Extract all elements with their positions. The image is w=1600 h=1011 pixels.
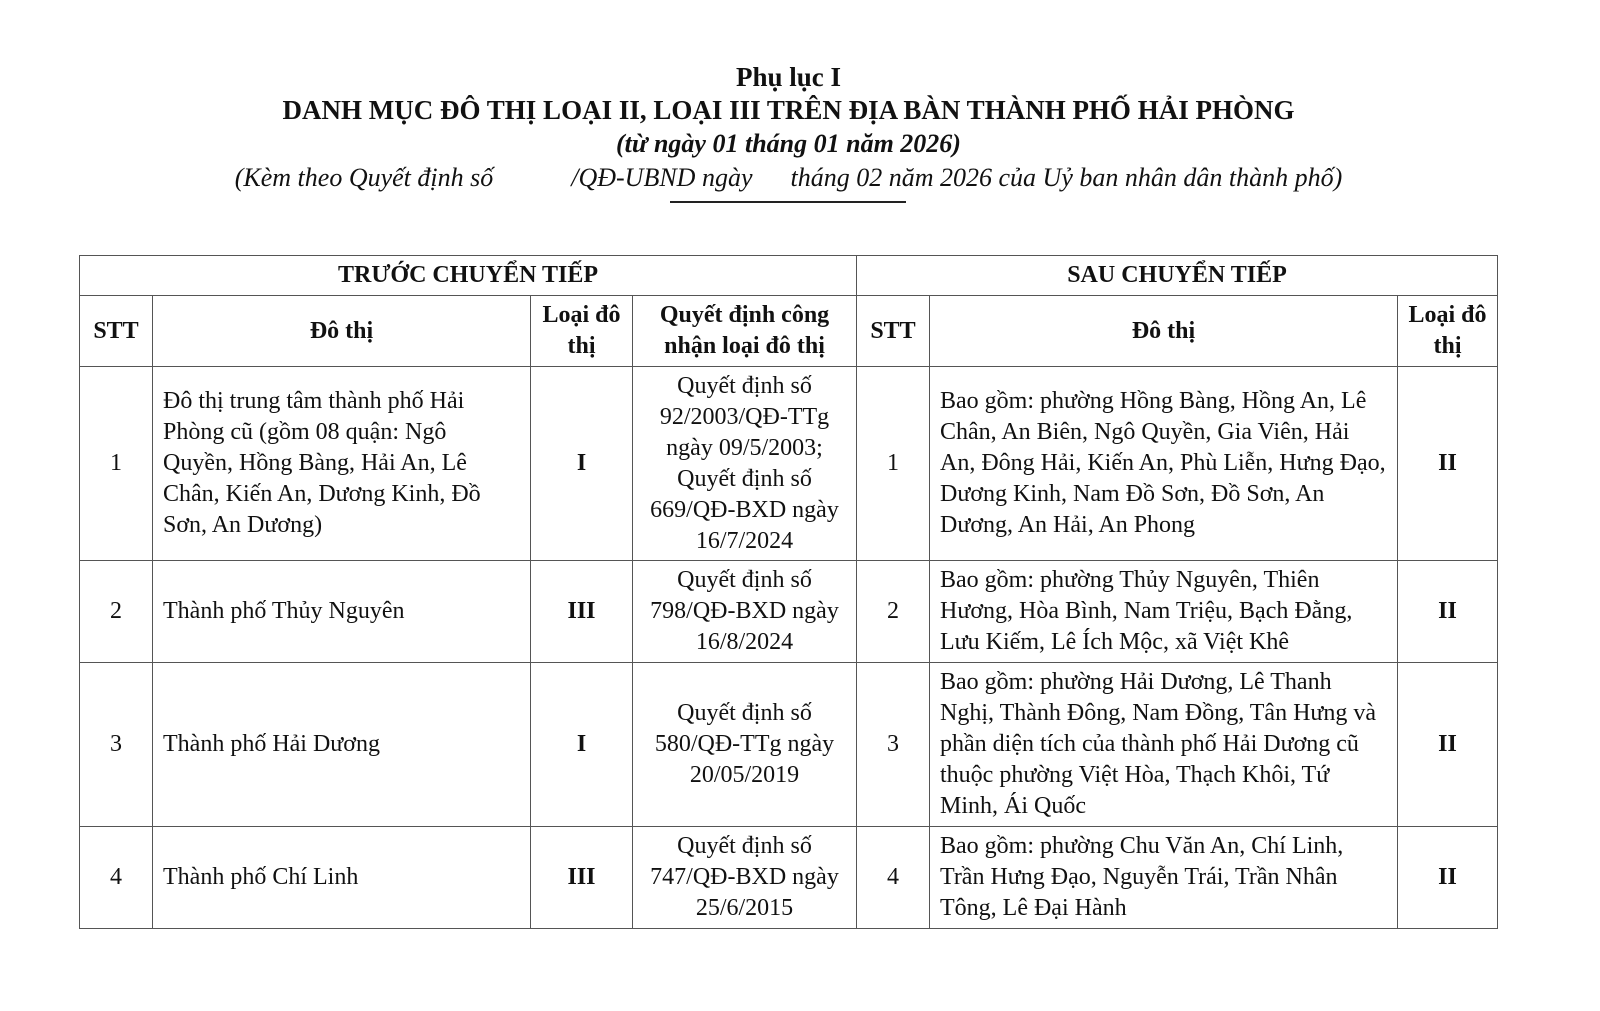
row-stt: 2 xyxy=(80,561,153,663)
appendix-label: Phụ lục I xyxy=(735,62,842,92)
row-stt-after: 2 xyxy=(857,561,930,663)
col-type-after: Loại đô thị xyxy=(1398,296,1498,367)
row-decision: Quyết định số 798/QĐ-BXD ngày 16/8/2024 xyxy=(633,561,857,663)
group-after-header: SAU CHUYỂN TIẾP xyxy=(857,256,1498,296)
row-decision: Quyết định số 747/QĐ-BXD ngày 25/6/2015 xyxy=(633,827,857,929)
document-title: DANH MỤC ĐÔ THỊ LOẠI II, LOẠI III TRÊN ĐỊA BÀN THÀNH PHỐ HẢI PHÒNG xyxy=(282,95,1295,125)
col-urban: Đô thị xyxy=(153,296,531,367)
row-decision: Quyết định số 580/QĐ-TTg ngày 20/05/2019 xyxy=(633,663,857,827)
row-stt: 1 xyxy=(80,367,153,561)
row-type: III xyxy=(531,827,633,929)
table-row xyxy=(80,663,1498,827)
row-urban: Đô thị trung tâm thành phố Hải Phòng cũ (gồm 08 quận: Ngô Quyền, Hồng Bàng, Hải An, Lê Chân, Kiến An, Dương Kinh, Đồ Sơn, An Dương) xyxy=(153,367,531,561)
row-stt: 3 xyxy=(80,663,153,827)
col-type: Loại đô thị xyxy=(531,296,633,367)
row-type-after: II xyxy=(1398,663,1498,827)
group-before-header: TRƯỚC CHUYỂN TIẾP xyxy=(80,256,857,296)
col-decision: Quyết định công nhận loại đô thị xyxy=(633,296,857,367)
attached-decision-line xyxy=(0,163,1577,193)
col-stt: STT xyxy=(80,296,153,367)
row-urban-after: Bao gồm: phường Thủy Nguyên, Thiên Hương, Hòa Bình, Nam Triệu, Bạch Đằng, Lưu Kiếm, Lê Ích Mộc, xã Việt Khê xyxy=(930,561,1398,663)
row-type: III xyxy=(531,561,633,663)
row-urban-after: Bao gồm: phường Hồng Bàng, Hồng An, Lê Chân, An Biên, Ngô Quyền, Gia Viên, Hải An, Đông Hải, Kiến An, Phù Liễn, Hưng Đạo, Dương Kinh, Nam Đồ Sơn, Đồ Sơn, An Dương, An Hải, An Phong xyxy=(930,367,1398,561)
row-stt: 4 xyxy=(80,827,153,929)
attached-part-3: tháng 02 năm 2026 của Uỷ ban nhân dân thành phố) xyxy=(790,163,1343,192)
row-type-after: II xyxy=(1398,827,1498,929)
table-row xyxy=(80,367,1498,561)
row-urban: Thành phố Thủy Nguyên xyxy=(153,561,531,663)
row-type: I xyxy=(531,367,633,561)
divider-rule xyxy=(670,201,906,203)
attached-part-1: (Kèm theo Quyết định số xyxy=(234,163,494,192)
row-stt-after: 1 xyxy=(857,367,930,561)
col-urban-after: Đô thị xyxy=(930,296,1398,367)
row-urban-after: Bao gồm: phường Chu Văn An, Chí Linh, Trần Hưng Đạo, Nguyễn Trái, Trần Nhân Tông, Lê Đại Hành xyxy=(930,827,1398,929)
urban-list-table xyxy=(79,255,1498,929)
row-urban-after: Bao gồm: phường Hải Dương, Lê Thanh Nghị, Thành Đông, Nam Đồng, Tân Hưng và phần diện tích của thành phố Hải Dương cũ thuộc phường Việt Hòa, Thạch Khôi, Tứ Minh, Ái Quốc xyxy=(930,663,1398,827)
table-row xyxy=(80,561,1498,663)
row-stt-after: 3 xyxy=(857,663,930,827)
attached-part-2: /QĐ-UBND ngày xyxy=(571,163,753,192)
row-type-after: II xyxy=(1398,561,1498,663)
row-type: I xyxy=(531,663,633,827)
col-stt-after: STT xyxy=(857,296,930,367)
row-type-after: II xyxy=(1398,367,1498,561)
table-row xyxy=(80,827,1498,929)
row-urban: Thành phố Hải Dương xyxy=(153,663,531,827)
effective-date: (từ ngày 01 tháng 01 năm 2026) xyxy=(616,129,961,158)
row-urban: Thành phố Chí Linh xyxy=(153,827,531,929)
row-decision: Quyết định số 92/2003/QĐ-TTg ngày 09/5/2003; Quyết định số 669/QĐ-BXD ngày 16/7/2024 xyxy=(633,367,857,561)
row-stt-after: 4 xyxy=(857,827,930,929)
